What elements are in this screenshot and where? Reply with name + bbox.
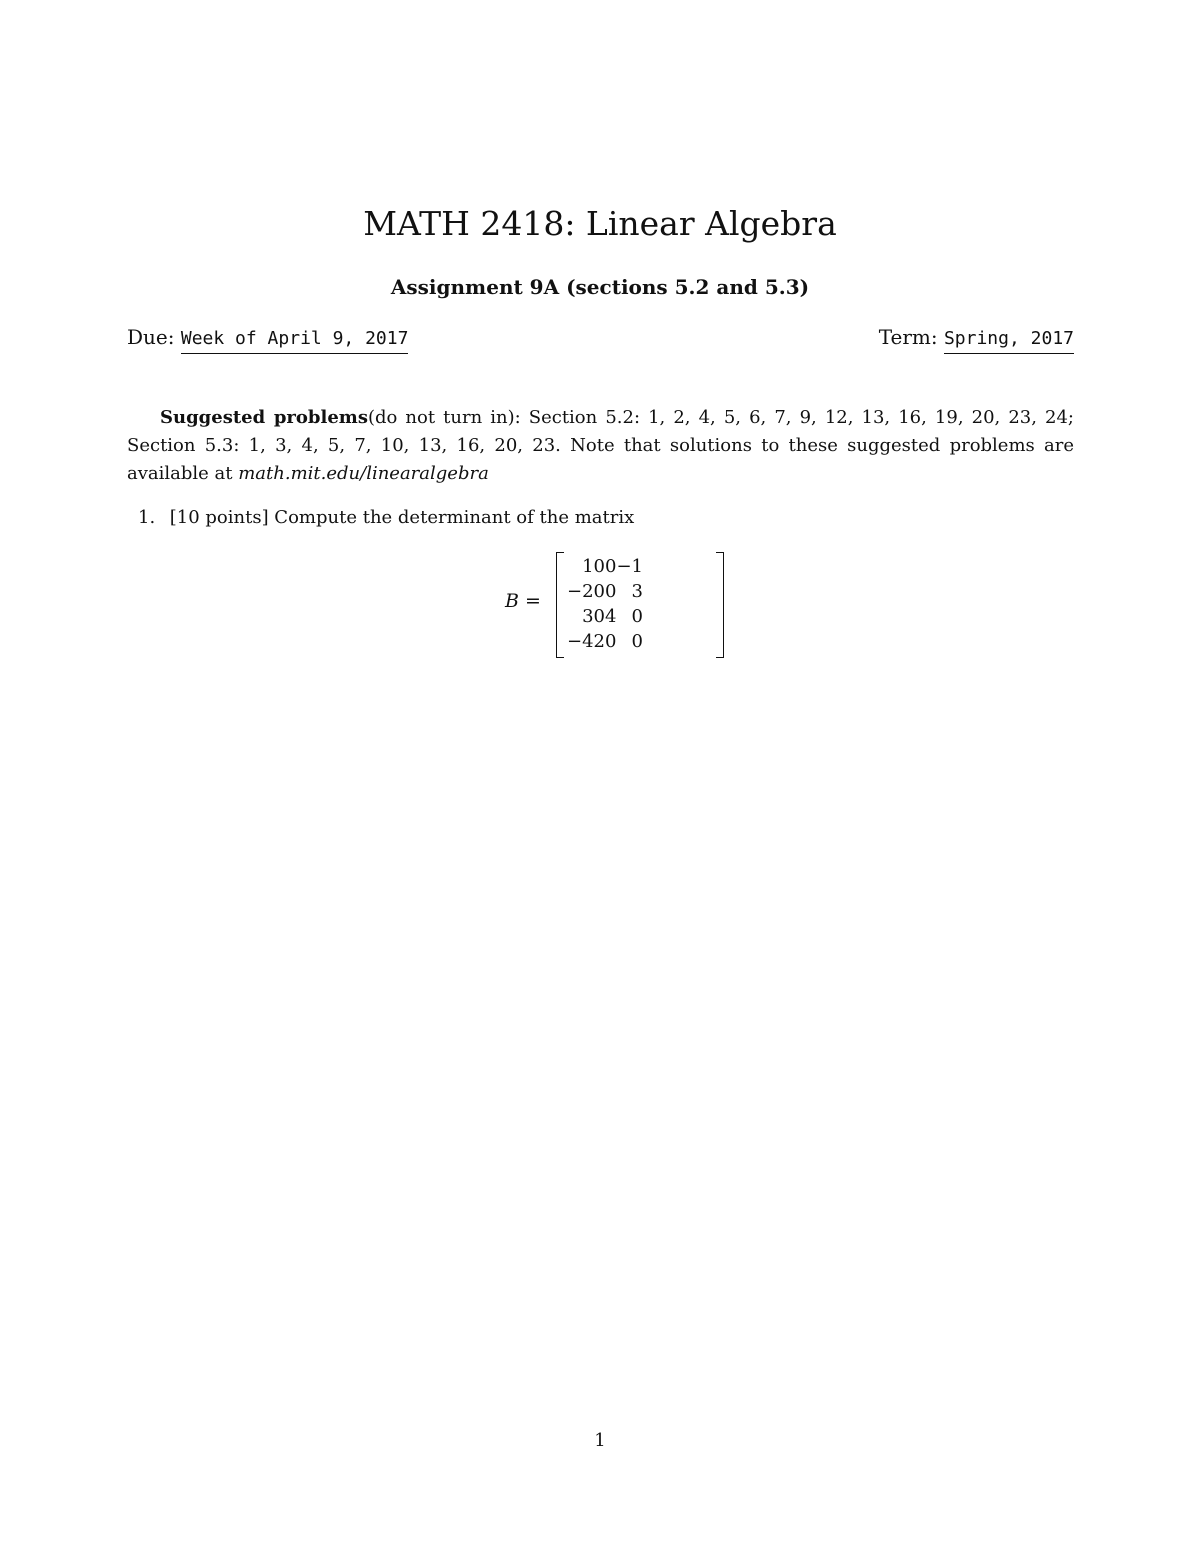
matrix-cell: 0: [605, 556, 617, 577]
matrix-cell: 0: [631, 606, 643, 627]
matrix-row: [567, 554, 645, 579]
term-label: Term:: [878, 325, 938, 349]
matrix-cell: −2: [567, 581, 594, 602]
matrix-cell: 0: [593, 556, 605, 577]
matrix-b: [567, 554, 645, 654]
matrix-row: [567, 604, 645, 629]
right-bracket: [716, 552, 724, 658]
due-value: Week of April 9, 2017: [181, 328, 409, 354]
suggested-problems-paragraph: [127, 404, 1074, 488]
matrix-cell: 4: [605, 606, 617, 627]
page-number: 1: [594, 1430, 606, 1451]
matrix-cell: 0: [593, 606, 605, 627]
matrix-cell: 2: [593, 631, 605, 652]
term-field: [879, 325, 1074, 349]
matrix-cell: 0: [605, 581, 617, 602]
matrix-cell: 0: [593, 581, 605, 602]
matrix-cell: 1: [582, 556, 594, 577]
solutions-link[interactable]: math.mit.edu/linearalgebra: [238, 463, 489, 484]
problem-text: [10 points] Compute the determinant of the matrix: [169, 507, 635, 528]
matrix-row: [567, 629, 645, 654]
suggested-text: (do not turn in): Section 5.2: 1, 2, 4, 5, 6, 7, 9, 12, 13, 16, 19, 20, 23, 24; Section 5.3: 1, 3, 4, 5, 7, 10, 13, 16, 20, 23. Note that solutions to these suggested problems are available at: [127, 407, 1074, 484]
matrix-cell: −1: [616, 556, 643, 577]
matrix-cell: 3: [631, 581, 643, 602]
info-row: [127, 325, 1074, 357]
page-title: MATH 2418: Linear Algebra: [363, 204, 837, 243]
matrix-label: [505, 590, 541, 612]
term-value: Spring, 2017: [944, 328, 1074, 354]
matrix-name: B: [505, 590, 519, 612]
matrix-cell: 0: [605, 631, 617, 652]
matrix-cell: −4: [567, 631, 594, 652]
assignment-subtitle: Assignment 9A (sections 5.2 and 5.3): [390, 275, 810, 299]
suggested-heading: Suggested problems: [160, 407, 368, 428]
matrix-row: [567, 579, 645, 604]
left-bracket: [556, 552, 564, 658]
due-field: [127, 325, 408, 349]
matrix-cell: 3: [582, 606, 594, 627]
problem-number: 1.: [138, 507, 156, 528]
problem-1: [138, 505, 1068, 531]
due-label: Due:: [127, 325, 175, 349]
matrix-equals: =: [525, 590, 541, 612]
matrix-cell: 0: [631, 631, 643, 652]
